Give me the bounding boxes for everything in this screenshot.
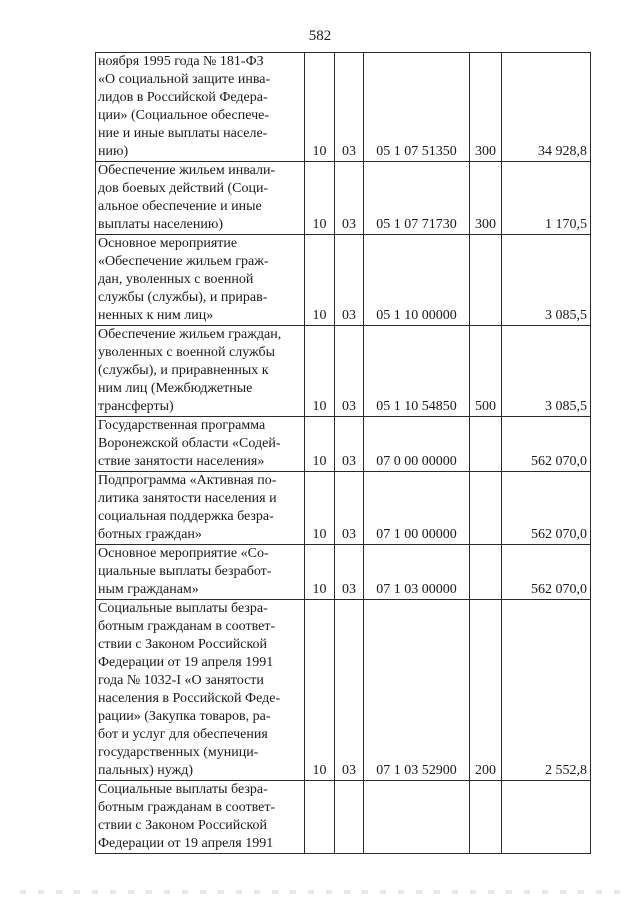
item-name-cell xyxy=(96,545,305,600)
item-name-line: «Обеспечение жильем граж- xyxy=(98,254,269,269)
item-name-cell xyxy=(96,600,305,781)
item-name-line: ствие занятости населения» xyxy=(98,454,265,469)
item-name-line: службы (службы), и прирав- xyxy=(98,290,268,305)
item-name-line: дан, уволенных с военной xyxy=(98,272,254,287)
item-name-line: ствии с Законом Российской xyxy=(98,637,268,652)
budget-table xyxy=(95,52,591,854)
item-name-cell xyxy=(96,53,305,162)
section-code-cell: 10 xyxy=(305,326,335,417)
target-article-cell: 05 1 10 00000 xyxy=(364,235,470,326)
subsection-code-cell: 03 xyxy=(335,545,364,600)
item-name-line: нию) xyxy=(98,144,129,159)
amount-cell: 3 085,5 xyxy=(502,235,591,326)
expense-type-cell xyxy=(470,417,502,472)
section-code-cell: 10 xyxy=(305,235,335,326)
item-name-line: социальная поддержка безра- xyxy=(98,509,274,524)
item-name-line: рации» (Закупка товаров, ра- xyxy=(98,709,271,724)
item-name-line: (службы), и приравненных к xyxy=(98,363,269,378)
item-name-line: Федерации от 19 апреля 1991 xyxy=(98,655,274,670)
subsection-code-cell: 03 xyxy=(335,472,364,545)
amount-cell: 562 070,0 xyxy=(502,545,591,600)
item-name-cell xyxy=(96,472,305,545)
item-name-line: ным гражданам» xyxy=(98,582,199,597)
item-name-line: Обеспечение жильем граждан, xyxy=(98,327,282,342)
expense-type-cell xyxy=(470,472,502,545)
subsection-code-cell: 03 xyxy=(335,162,364,235)
section-code-cell: 10 xyxy=(305,53,335,162)
amount-cell xyxy=(502,781,591,854)
item-name-line: государственных (муници- xyxy=(98,745,259,760)
section-code-cell: 10 xyxy=(305,545,335,600)
table-body xyxy=(96,53,591,854)
table-row xyxy=(96,781,591,854)
target-article-cell: 07 0 00 00000 xyxy=(364,417,470,472)
item-name-line: дов боевых действий (Соци- xyxy=(98,181,269,196)
item-name-line: выплаты населению) xyxy=(98,217,223,232)
subsection-code-cell xyxy=(335,781,364,854)
table-row xyxy=(96,417,591,472)
item-name-cell xyxy=(96,235,305,326)
section-code-cell: 10 xyxy=(305,600,335,781)
item-name-line: бот и услуг для обеспечения xyxy=(98,727,268,742)
target-article-cell: 05 1 07 51350 xyxy=(364,53,470,162)
item-name-cell xyxy=(96,326,305,417)
amount-cell: 34 928,8 xyxy=(502,53,591,162)
target-article-cell: 07 1 03 00000 xyxy=(364,545,470,600)
item-name-line: трансферты) xyxy=(98,399,174,414)
item-name-line: Социальные выплаты безра- xyxy=(98,782,268,797)
target-article-cell: 07 1 03 52900 xyxy=(364,600,470,781)
item-name-line: ним лиц (Межбюджетные xyxy=(98,381,253,396)
table-row xyxy=(96,235,591,326)
amount-cell: 562 070,0 xyxy=(502,417,591,472)
item-name-line: пальных) нужд) xyxy=(98,763,194,778)
item-name-cell xyxy=(96,417,305,472)
amount-cell: 1 170,5 xyxy=(502,162,591,235)
subsection-code-cell: 03 xyxy=(335,600,364,781)
table-row xyxy=(96,53,591,162)
table-row xyxy=(96,545,591,600)
target-article-cell: 05 1 10 54850 xyxy=(364,326,470,417)
scan-noise-strip xyxy=(20,890,620,894)
item-name-line: «О социальной защите инва- xyxy=(98,72,271,87)
item-name-line: населения в Российской Феде- xyxy=(98,691,281,706)
item-name-line: ненных к ним лиц» xyxy=(98,308,214,323)
section-code-cell: 10 xyxy=(305,417,335,472)
item-name-line: ботным гражданам в соответ- xyxy=(98,619,276,634)
item-name-line: альное обеспечение и иные xyxy=(98,199,262,214)
amount-cell: 3 085,5 xyxy=(502,326,591,417)
item-name-line: ботных граждан» xyxy=(98,527,202,542)
item-name-line: Воронежской области «Содей- xyxy=(98,436,281,451)
expense-type-cell: 300 xyxy=(470,162,502,235)
target-article-cell: 05 1 07 71730 xyxy=(364,162,470,235)
item-name-cell xyxy=(96,781,305,854)
section-code-cell: 10 xyxy=(305,472,335,545)
item-name-line: Федерации от 19 апреля 1991 xyxy=(98,836,274,851)
expense-type-cell: 300 xyxy=(470,53,502,162)
item-name-line: уволенных с военной службы xyxy=(98,345,276,360)
item-name-line: литика занятости населения и xyxy=(98,491,277,506)
target-article-cell: 07 1 00 00000 xyxy=(364,472,470,545)
page-number: 582 xyxy=(308,28,332,44)
table-row xyxy=(96,472,591,545)
expense-type-cell xyxy=(470,545,502,600)
subsection-code-cell: 03 xyxy=(335,53,364,162)
expense-type-cell xyxy=(470,235,502,326)
expense-type-cell: 500 xyxy=(470,326,502,417)
item-name-line: Основное мероприятие xyxy=(98,236,238,251)
table-row xyxy=(96,600,591,781)
item-name-line: года № 1032-I «О занятости xyxy=(98,673,264,688)
item-name-line: ноября 1995 года № 181-ФЗ xyxy=(98,54,264,69)
item-name-line: циальные выплаты безработ- xyxy=(98,564,272,579)
section-code-cell: 10 xyxy=(305,162,335,235)
item-name-line: ствии с Законом Российской xyxy=(98,818,268,833)
table-row xyxy=(96,162,591,235)
table-row xyxy=(96,326,591,417)
subsection-code-cell: 03 xyxy=(335,326,364,417)
item-name-line: лидов в Российской Федера- xyxy=(98,90,268,105)
item-name-line: Основное мероприятие «Со- xyxy=(98,546,269,561)
item-name-line: Государственная программа xyxy=(98,418,266,433)
subsection-code-cell: 03 xyxy=(335,235,364,326)
item-name-line: Подпрограмма «Активная по- xyxy=(98,473,277,488)
item-name-line: ние и иные выплаты населе- xyxy=(98,126,268,141)
subsection-code-cell: 03 xyxy=(335,417,364,472)
item-name-line: ции» (Социальное обеспече- xyxy=(98,108,270,123)
item-name-cell xyxy=(96,162,305,235)
target-article-cell xyxy=(364,781,470,854)
item-name-line: ботным гражданам в соответ- xyxy=(98,800,276,815)
amount-cell: 2 552,8 xyxy=(502,600,591,781)
expense-type-cell xyxy=(470,781,502,854)
expense-type-cell: 200 xyxy=(470,600,502,781)
item-name-line: Социальные выплаты безра- xyxy=(98,601,268,616)
item-name-line: Обеспечение жильем инвали- xyxy=(98,163,276,178)
section-code-cell xyxy=(305,781,335,854)
amount-cell: 562 070,0 xyxy=(502,472,591,545)
